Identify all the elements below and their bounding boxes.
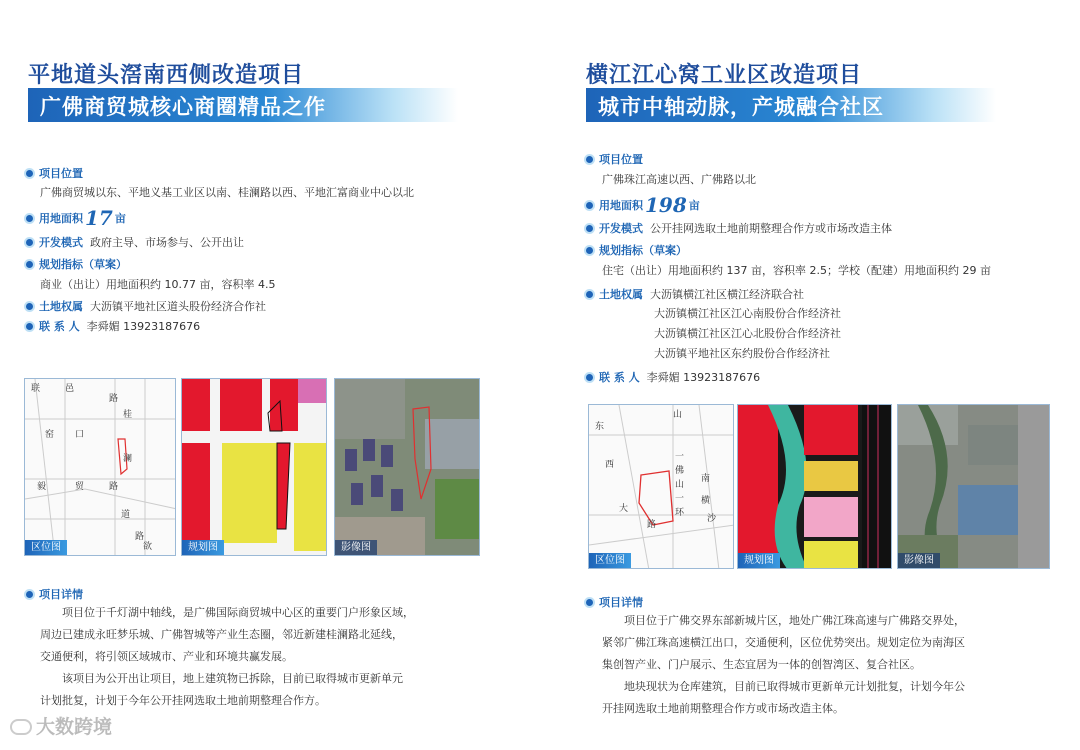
left-location-row: 项目位置 (24, 166, 83, 182)
left-location-value: 广佛商贸城以东、平地义基工业区以南、桂澜路以西、平地汇富商业中心以北 (40, 186, 414, 199)
bullet-icon (24, 259, 35, 270)
left-subtitle-banner (28, 88, 458, 122)
left-map-caption-3: 影像图 (335, 540, 377, 555)
right-map-caption-1: 区位图 (589, 553, 631, 568)
left-detail-line-1: 项目位于千灯湖中轴线，是广佛国际商贸城中心区的重要门户形象区域， (62, 606, 414, 619)
left-project-title: 平地道头滘南西侧改造项目 (28, 63, 305, 88)
left-map-caption-1: 区位图 (25, 540, 67, 555)
right-detail-line-2: 紧邻广佛江珠高速横江出口，交通便利，区位优势突出。规划定位为南海区 (602, 636, 965, 649)
right-subtitle-banner (586, 88, 996, 122)
bullet-icon (584, 200, 595, 211)
right-detail-line-1: 项目位于广佛交界东部新城片区，地处广佛江珠高速与广佛路交界处， (624, 614, 965, 627)
left-subtitle: 广佛商贸城核心商圈精品之作 (40, 95, 326, 119)
left-location-map: 联 邑 路 桂 窑 口 澜 毅 贸 路 道 路 欲 区位图 (24, 378, 176, 556)
bullet-icon (584, 372, 595, 383)
right-owner-value-3: 大沥镇横江社区江心北股份合作经济社 (654, 327, 841, 340)
left-plan-row: 规划指标（草案） (24, 257, 127, 273)
left-plan-value: 商业（出让）用地面积约 10.77 亩，容积率 4.5 (40, 278, 276, 291)
right-detail-row: 项目详情 (584, 595, 643, 611)
location-map-drawing (25, 379, 176, 556)
bullet-icon (24, 589, 35, 600)
right-location-map: 山 东 西 一 佛 山 一 环 南 大 横 路 沙 区位图 (588, 404, 734, 569)
watermark-logo-icon (10, 719, 32, 735)
left-detail-row: 项目详情 (24, 587, 83, 603)
left-contact-row: 联 系 人 李舜媚 13923187676 (24, 319, 200, 335)
bullet-icon (584, 597, 595, 608)
bullet-icon (24, 168, 35, 179)
right-dev-row: 开发模式 公开挂网选取土地前期整理合作方或市场改造主体 (584, 221, 892, 237)
plan-map-drawing (182, 379, 327, 556)
bullet-icon (24, 213, 35, 224)
left-detail-line-3: 交通便利，将引领区域城市、产业和环境共赢发展。 (40, 650, 293, 663)
bullet-icon (24, 321, 35, 332)
left-area-value: 17 (85, 206, 113, 230)
right-subtitle: 城市中轴动脉，产城融合社区 (598, 95, 884, 119)
right-contact-row: 联 系 人 李舜媚 13923187676 (584, 370, 760, 386)
aerial-map-drawing (335, 379, 480, 556)
right-area-value: 198 (645, 193, 687, 217)
right-owner-value-2: 大沥镇横江社区江心南股份合作经济社 (654, 307, 841, 320)
bullet-icon (584, 245, 595, 256)
right-owner-row: 土地权属 大沥镇横江社区横江经济联合社 (584, 287, 804, 303)
right-owner-value-4: 大沥镇平地社区东约股份合作经济社 (654, 347, 830, 360)
right-plan-value: 住宅（出让）用地面积约 137 亩，容积率 2.5；学校（配建）用地面积约 29 亩 (602, 264, 991, 277)
left-area-row: 用地面积 17 亩 (24, 210, 126, 227)
right-page (540, 0, 1080, 750)
aerial-map-drawing (898, 405, 1050, 569)
bullet-icon (584, 223, 595, 234)
bullet-icon (584, 289, 595, 300)
left-detail-line-5: 计划批复，计划于今年公开挂网选取土地前期整理合作方。 (40, 694, 326, 707)
right-project-title: 横江江心窝工业区改造项目 (586, 63, 863, 88)
left-aerial-map (334, 378, 480, 556)
bullet-icon (24, 301, 35, 312)
left-owner-row: 土地权属 大沥镇平地社区道头股份经济合作社 (24, 299, 266, 315)
right-plan-row: 规划指标（草案） (584, 243, 687, 259)
right-detail-line-5: 开挂网选取土地前期整理合作方或市场改造主体。 (602, 702, 844, 715)
right-location-row: 项目位置 (584, 152, 643, 168)
right-area-row: 用地面积 198 亩 (584, 197, 700, 214)
bullet-icon (584, 154, 595, 165)
left-map-caption-2: 规划图 (182, 540, 224, 555)
left-plan-map (181, 378, 327, 556)
right-plan-map (737, 404, 892, 569)
left-detail-line-4: 该项目为公开出让项目，地上建筑物已拆除，目前已取得城市更新单元 (62, 672, 403, 685)
left-dev-row: 开发模式 政府主导、市场参与、公开出让 (24, 235, 244, 251)
right-map-caption-3: 影像图 (898, 553, 940, 568)
right-aerial-map (897, 404, 1050, 569)
plan-map-drawing (738, 405, 892, 569)
bullet-icon (24, 237, 35, 248)
location-map-drawing (589, 405, 734, 569)
watermark: 大数跨境 (10, 712, 112, 739)
right-location-value: 广佛珠江高速以西、广佛路以北 (602, 173, 756, 186)
right-detail-line-4: 地块现状为仓库建筑，目前已取得城市更新单元计划批复，计划今年公 (624, 680, 965, 693)
right-detail-line-3: 集创智产业、门户展示、生态宜居为一体的创智湾区、复合社区。 (602, 658, 921, 671)
right-map-caption-2: 规划图 (738, 553, 780, 568)
left-detail-line-2: 周边已建成永旺梦乐城、广佛智城等产业生态圈，邻近新建桂澜路北延线， (40, 628, 403, 641)
